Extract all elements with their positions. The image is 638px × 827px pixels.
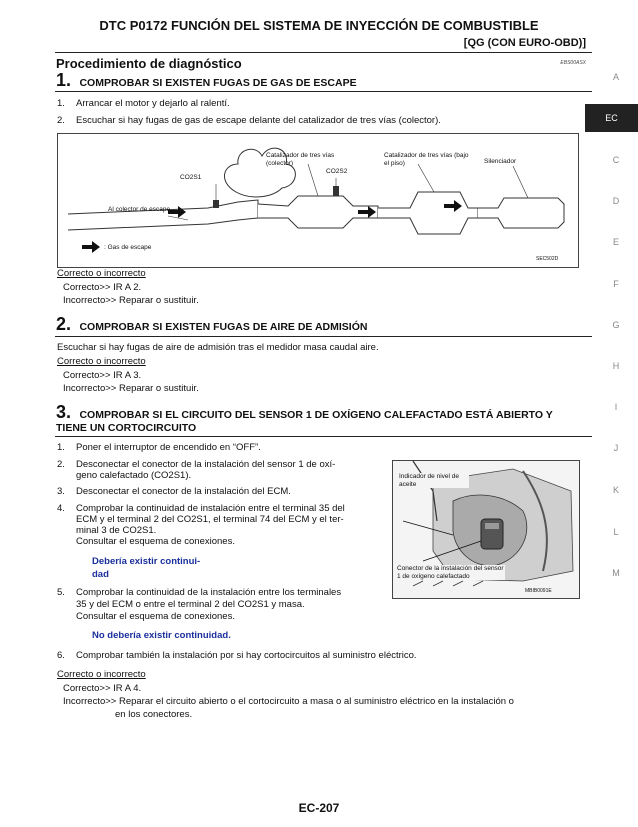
label-catalyst-manifold: Catalizador de tres vías (colector): [266, 152, 335, 167]
figure2-code: MBIB0091E: [525, 588, 552, 594]
step1-result-title: Correcto o incorrecto: [57, 268, 146, 279]
header-rule: [55, 52, 592, 53]
label-co2s1: CO2S1: [180, 174, 202, 181]
side-tab-i[interactable]: I: [614, 402, 618, 412]
label-catalyst-floor: Catalizador de tres vías (bajo el piso): [384, 152, 469, 167]
side-tab-a[interactable]: A: [612, 72, 619, 82]
side-tab-e[interactable]: E: [612, 237, 619, 247]
step2-heading: [56, 314, 367, 335]
step3-item1-text: Poner el interruptor de encendido en “OFF”.: [76, 442, 261, 453]
side-tab-h[interactable]: H: [612, 361, 620, 371]
side-tab-c[interactable]: C: [612, 155, 620, 165]
label-to-manifold: Al colector de escape: [108, 206, 171, 213]
step2-number: 2.: [56, 314, 72, 334]
page-header-title: DTC P0172 FUNCIÓN DEL SISTEMA DE INYECCIÓN DE COMBUSTIBLE: [99, 18, 539, 33]
step3-rule: [55, 436, 592, 437]
step3-item3-number: 3.: [57, 486, 65, 497]
side-tab-j[interactable]: J: [613, 443, 619, 453]
step3-item1-number: 1.: [57, 442, 65, 453]
step2-result-title: Correcto o incorrecto: [57, 356, 146, 367]
step2-result-ng[interactable]: Incorrecto>> Reparar o sustituir.: [63, 383, 199, 394]
step3-item2-line2: geno calefactado (CO2S1).: [76, 470, 192, 481]
page-number: EC-207: [298, 801, 340, 815]
step3-item5-line1: Comprobar la continuidad de la instalación entre los terminales: [76, 587, 342, 598]
step1-item2-text: Escuchar si hay fugas de gas de escape delante del catalizador de tres vías (colector).: [76, 115, 441, 126]
side-tab-g[interactable]: G: [612, 320, 620, 330]
side-tab-ec[interactable]: EC: [585, 104, 638, 132]
step1-rule: [55, 91, 592, 92]
step3-item6-text: Comprobar también la instalación por si hay cortocircuitos al suministro eléctrico.: [76, 650, 417, 661]
engine-connector-figure: [392, 460, 580, 599]
silencer-body: [478, 198, 564, 228]
step2-title: COMPROBAR SI EXISTEN FUGAS DE AIRE DE ADMISIÓN: [79, 321, 368, 333]
step1-heading: [56, 70, 357, 91]
label-exhaust-gas-legend: : Gas de escape: [104, 244, 152, 251]
side-tab-f[interactable]: F: [613, 279, 619, 289]
step3-item4-line4: Consultar el esquema de conexiones.: [76, 536, 235, 547]
co2s1-sensor: [213, 200, 219, 208]
step3-item4-line2: ECM y el terminal 2 del CO2S1, el terminal 74 del ECM y el ter-: [76, 514, 344, 525]
label-silencer: Silenciador: [484, 158, 517, 165]
step3-item5-line3: Consultar el esquema de conexiones.: [76, 611, 235, 622]
step3-item2-line1: Desconectar el conector de la instalación del sensor 1 de oxí-: [76, 459, 336, 470]
side-tab-m[interactable]: M: [612, 568, 620, 578]
step1-result-ok[interactable]: Correcto>> IR A 2.: [63, 282, 142, 293]
step2-result-ok[interactable]: Correcto>> IR A 3.: [63, 370, 142, 381]
step2-rule: [55, 336, 592, 337]
step3-heading: [56, 402, 596, 423]
should-continuity-line1: Debería existir continui-: [92, 556, 201, 567]
page-header-subtitle: [QG (CON EURO-OBD)]: [463, 37, 586, 49]
step1-result-ng[interactable]: Incorrecto>> Reparar o sustituir.: [63, 295, 199, 306]
step1-item1-number: 1.: [57, 98, 65, 109]
co2s2-sensor: [333, 186, 339, 196]
side-tab-l[interactable]: L: [613, 527, 619, 537]
figure-code: SEC502D: [536, 256, 559, 262]
step3-title-line1: COMPROBAR SI EL CIRCUITO DEL SENSOR 1 DE OXÍGENO CALEFACTADO ESTÁ ABIERTO Y: [79, 409, 553, 421]
step2-text: Escuchar si hay fugas de aire de admisión tras el medidor masa caudal aire.: [57, 342, 379, 353]
step3-item5-line2: 35 y del ECM o entre el terminal 2 del CO2S1 y masa.: [76, 599, 305, 610]
step3-item4-line3: minal 3 de CO2S1.: [76, 525, 157, 536]
legend-arrow-icon: [82, 241, 100, 253]
step1-item1-text: Arrancar el motor y dejarlo al ralentí.: [76, 98, 230, 109]
label-oil-gauge: Indicador de nivel de aceite: [399, 473, 469, 488]
step3-item6-number: 6.: [57, 650, 65, 661]
no-continuity-note: No debería existir continuidad.: [92, 630, 231, 641]
step3-number: 3.: [56, 402, 72, 422]
front-pipe: [68, 200, 258, 230]
step3-item3-text: Desconectar el conector de la instalación del ECM.: [76, 486, 291, 497]
catalyst-floor-body: [378, 192, 478, 234]
step3-item4-line1: Comprobar la continuidad de instalación entre el terminal 35 del: [76, 503, 345, 514]
step3-item4-number: 4.: [57, 503, 65, 514]
label-co2s2: CO2S2: [326, 168, 348, 175]
step3-result-title: Correcto o incorrecto: [57, 669, 146, 680]
step3-title-line2: TIENE UN CORTOCIRCUITO: [56, 422, 197, 434]
step3-item2-number: 2.: [57, 459, 65, 470]
side-tab-d[interactable]: D: [612, 196, 620, 206]
procedure-title: Procedimiento de diagnóstico: [56, 56, 242, 71]
step1-title: COMPROBAR SI EXISTEN FUGAS DE GAS DE ESCAPE: [79, 77, 357, 89]
step1-number: 1.: [56, 70, 72, 90]
procedure-code: EBS00ASX: [560, 60, 586, 66]
label-oxygen-sensor-connector: Conector de la instalación del sensor 1 de oxígeno calefactado: [397, 565, 504, 580]
step1-item2-number: 2.: [57, 115, 65, 126]
step3-result-ok[interactable]: Correcto>> IR A 4.: [63, 683, 142, 694]
exhaust-system-figure: [57, 133, 579, 268]
step3-result-ng-line2: en los conectores.: [115, 709, 193, 720]
step3-item5-number: 5.: [57, 587, 65, 598]
should-continuity-line2: dad: [92, 569, 109, 580]
side-tab-k[interactable]: K: [612, 485, 619, 495]
step3-result-ng-line1[interactable]: Incorrecto>> Reparar el circuito abierto o el cortocircuito a masa o al suministro eléctrico en la instalación o: [63, 696, 514, 707]
